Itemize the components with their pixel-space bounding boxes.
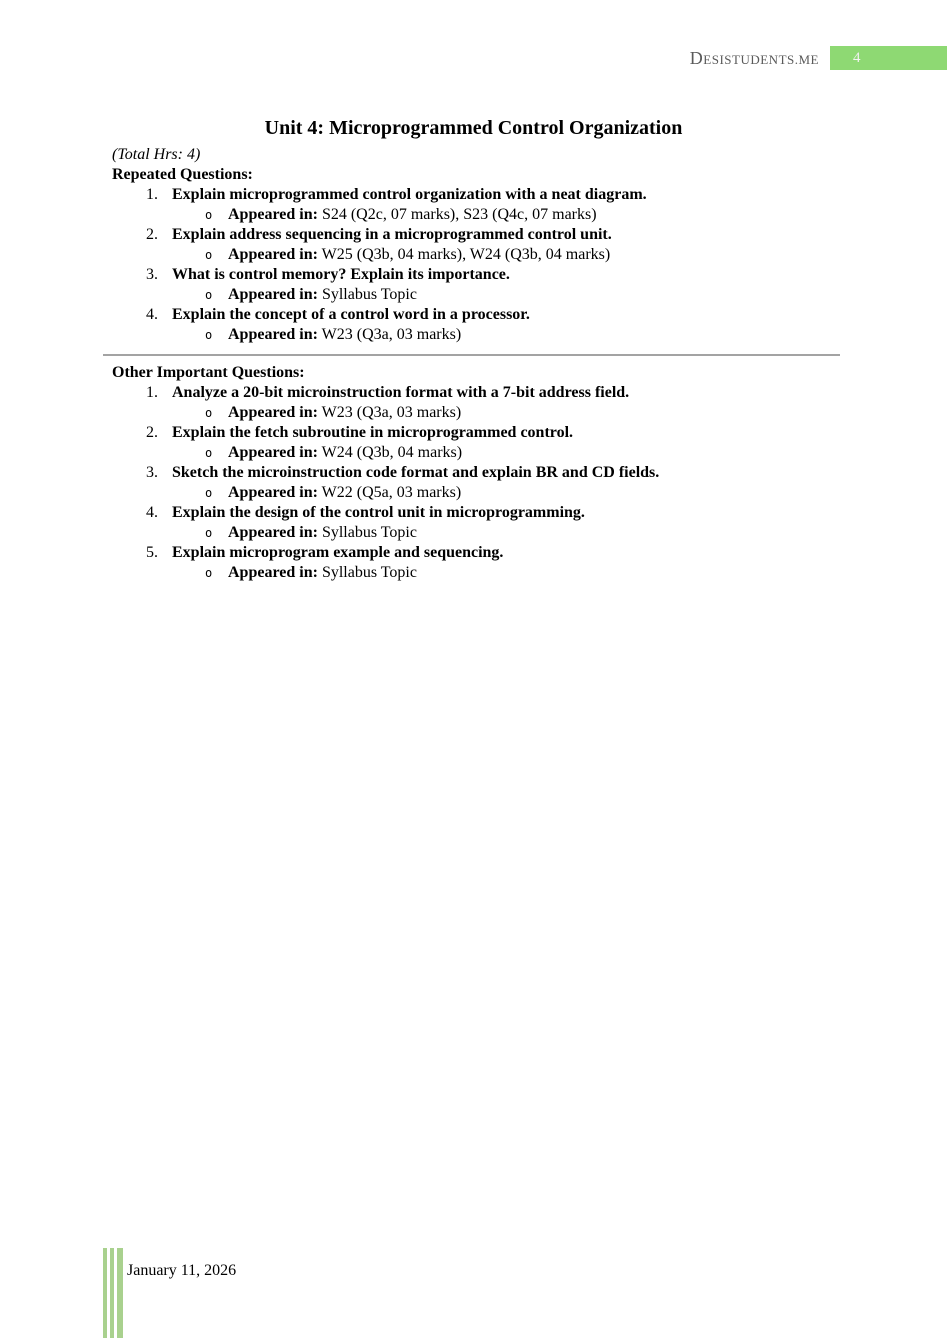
- appeared-value: W23 (Q3a, 03 marks): [321, 326, 462, 343]
- appeared-label: Appeared in:: [228, 564, 318, 581]
- question-number: 4.: [146, 504, 158, 521]
- appeared-label: Appeared in:: [228, 524, 318, 541]
- green-bar-icon: [110, 1248, 114, 1338]
- question-text: Explain address sequencing in a microprogrammed control unit.: [172, 226, 612, 243]
- question-text: Explain microprogram example and sequencing.: [172, 544, 504, 561]
- circle-bullet-icon: o: [205, 566, 213, 580]
- question-text: Explain the design of the control unit in microprogramming.: [172, 504, 585, 521]
- appeared-value: Syllabus Topic: [321, 286, 417, 303]
- question-number: 1.: [146, 186, 158, 203]
- appeared-text: [228, 563, 417, 583]
- question-number: 3.: [146, 266, 158, 283]
- section-heading-other: Other Important Questions:: [112, 364, 305, 381]
- appeared-row: [205, 563, 947, 583]
- page-number-badge: [830, 46, 947, 70]
- appeared-row: [205, 325, 947, 345]
- question-text: Explain the fetch subroutine in microprogrammed control.: [172, 424, 574, 441]
- page-header: [690, 46, 947, 70]
- circle-bullet-icon: o: [205, 288, 213, 302]
- circle-bullet-icon: o: [205, 328, 213, 342]
- site-name: [690, 48, 819, 69]
- appeared-label: Appeared in:: [228, 206, 318, 223]
- footer-date: January 11, 2026: [127, 1262, 237, 1279]
- circle-bullet-icon: o: [205, 526, 213, 540]
- appeared-value: Syllabus Topic: [321, 524, 417, 541]
- question-text: Sketch the microinstruction code format and explain BR and CD fields.: [172, 464, 660, 481]
- circle-bullet-icon: o: [205, 486, 213, 500]
- question-item: [112, 423, 947, 443]
- total-hours: (Total Hrs: 4): [112, 146, 201, 163]
- question-number: 2.: [146, 424, 158, 441]
- appeared-label: Appeared in:: [228, 484, 318, 501]
- page-number: 4: [853, 49, 861, 66]
- appeared-text: [228, 483, 461, 503]
- appeared-text: [228, 205, 597, 225]
- question-number: 5.: [146, 544, 158, 561]
- question-text: Explain microprogrammed control organization with a neat diagram.: [172, 186, 647, 203]
- appeared-text: [228, 245, 610, 265]
- section-heading-repeated: Repeated Questions:: [112, 166, 253, 183]
- appeared-row: [205, 523, 947, 543]
- appeared-value: Syllabus Topic: [321, 564, 417, 581]
- question-item: [112, 185, 947, 205]
- site-name-initial: D: [689, 47, 704, 68]
- appeared-value: W22 (Q5a, 03 marks): [321, 484, 462, 501]
- appeared-value: W23 (Q3a, 03 marks): [321, 404, 462, 421]
- circle-bullet-icon: o: [205, 248, 213, 262]
- section-divider: [103, 354, 840, 356]
- question-number: 4.: [146, 306, 158, 323]
- question-item: [112, 463, 947, 483]
- appeared-text: [228, 285, 417, 305]
- appeared-text: [228, 523, 417, 543]
- footer-accent-bars: [103, 1248, 123, 1338]
- appeared-text: [228, 443, 462, 463]
- question-text: Explain the concept of a control word in a processor.: [172, 306, 530, 323]
- green-bar-icon: [103, 1248, 107, 1338]
- question-item: [112, 225, 947, 245]
- site-name-rest: ESISTUDENTS.ME: [703, 51, 819, 67]
- document-body: [0, 116, 947, 583]
- page-title: Unit 4: Microprogrammed Control Organization: [264, 117, 683, 139]
- appeared-value: W25 (Q3b, 04 marks), W24 (Q3b, 04 marks): [321, 246, 611, 263]
- appeared-label: Appeared in:: [228, 444, 318, 461]
- question-item: [112, 543, 947, 563]
- appeared-row: [205, 205, 947, 225]
- question-item: [112, 503, 947, 523]
- appeared-text: [228, 403, 461, 423]
- appeared-label: Appeared in:: [228, 404, 318, 421]
- appeared-label: Appeared in:: [228, 286, 318, 303]
- question-item: [112, 305, 947, 325]
- appeared-label: Appeared in:: [228, 326, 318, 343]
- circle-bullet-icon: o: [205, 446, 213, 460]
- question-item: [112, 383, 947, 403]
- question-number: 2.: [146, 226, 158, 243]
- appeared-row: [205, 245, 947, 265]
- appeared-label: Appeared in:: [228, 246, 318, 263]
- circle-bullet-icon: o: [205, 208, 213, 222]
- appeared-value: W24 (Q3b, 04 marks): [321, 444, 463, 461]
- circle-bullet-icon: o: [205, 406, 213, 420]
- question-item: [112, 265, 947, 285]
- appeared-row: [205, 483, 947, 503]
- question-number: 3.: [146, 464, 158, 481]
- appeared-value: S24 (Q2c, 07 marks), S23 (Q4c, 07 marks): [321, 206, 597, 223]
- question-number: 1.: [146, 384, 158, 401]
- appeared-row: [205, 443, 947, 463]
- appeared-text: [228, 325, 461, 345]
- green-bar-icon: [117, 1248, 123, 1338]
- appeared-row: [205, 403, 947, 423]
- appeared-row: [205, 285, 947, 305]
- question-text: Analyze a 20-bit microinstruction format with a 7-bit address field.: [172, 384, 630, 401]
- question-text: What is control memory? Explain its importance.: [172, 266, 510, 283]
